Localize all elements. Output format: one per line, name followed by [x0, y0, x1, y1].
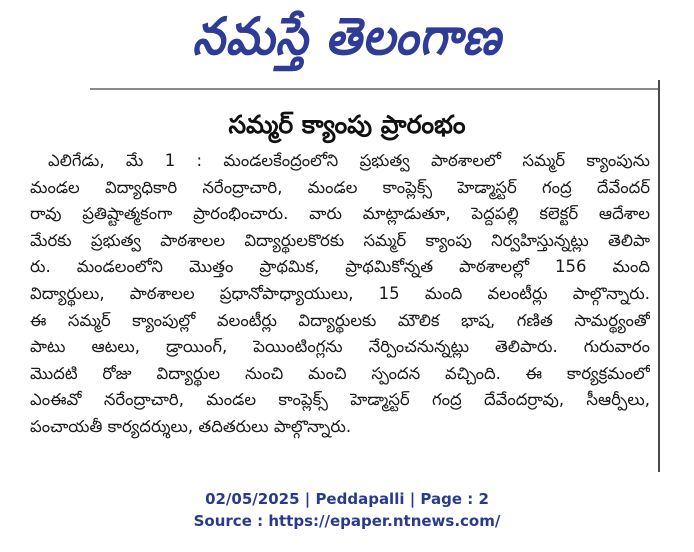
article-line: రావు ప్రతిష్టాత్మకంగా ప్రారంభించారు. వారు మాట్లాడుతూ, పెద్దపల్లి కలెక్టర్ ఆదేశాల — [30, 204, 650, 224]
article-line: మండల విద్యాధికారి నరేంద్రాచారి, మండల కాంప్లెక్స్ హెడ్మాస్టర్ గంద్ర దేవేందర్ — [30, 177, 650, 197]
masthead-logo-text: నమస్తే తెలంగాణ — [192, 5, 502, 67]
article-body — [30, 148, 650, 441]
article-line: పాటు ఆటలు, డ్రాయింగ్, పెయింటింగ్లను నేర్పించనున్నట్లు తెలిపారు. గురువారం — [30, 337, 650, 357]
article-headline: సమ్మర్ క్యాంపు ప్రారంభం — [228, 110, 466, 139]
article-line: ఈ సమ్మర్ క్యాంపుల్లో వలంటీర్లు విద్యార్థులకు మౌలిక భాష, గణిత సామర్థ్యంతో — [30, 310, 650, 330]
article-line: పంచాయతీ కార్యదర్శులు, తదితరులు పాల్గొన్నారు. — [30, 416, 352, 436]
article-line: ఎంఈవో నరేంద్రాచారి, మండల కాంప్లెక్స్ హెడ్మాస్టర్ గంద్ర దేవేందర్రావు, సీఆర్పీలు, — [30, 390, 650, 410]
article-line: ఎలిగేడు, మే 1 : మండలకేంద్రంలోని ప్రభుత్వ పాఠశాలలో సమ్మర్ క్యాంపును — [48, 151, 650, 170]
clipping-footer — [0, 488, 694, 532]
article-line: రు. మండలంలోని మొత్తం ప్రాథమిక, ప్రాథమికోన్నత పాఠశాలల్లో 156 మంది — [30, 257, 650, 277]
edition-meta: 02/05/2025 | Peddapalli | Page : 2 — [205, 490, 489, 508]
source-link[interactable]: Source : https://epaper.ntnews.com/ — [193, 512, 501, 530]
article-line: విద్యార్థులు, పాఠశాలల ప్రధానోపాధ్యాయులు, 15 మంది వలంటీర్లు పాల్గొన్నారు. — [30, 283, 650, 303]
article-line: మేరకు ప్రభుత్వ పాఠశాలల విద్యార్థులకొరకు సమ్మర్ క్యాంపు నిర్వహిస్తున్నట్లు తెలిపా — [30, 230, 650, 250]
article-line: మొదటి రోజు విద్యార్థుల నుంచి మంచి స్పందన వచ్చింది. ఈ కార్యక్రమంలో — [30, 363, 650, 383]
newspaper-masthead — [0, 4, 694, 74]
